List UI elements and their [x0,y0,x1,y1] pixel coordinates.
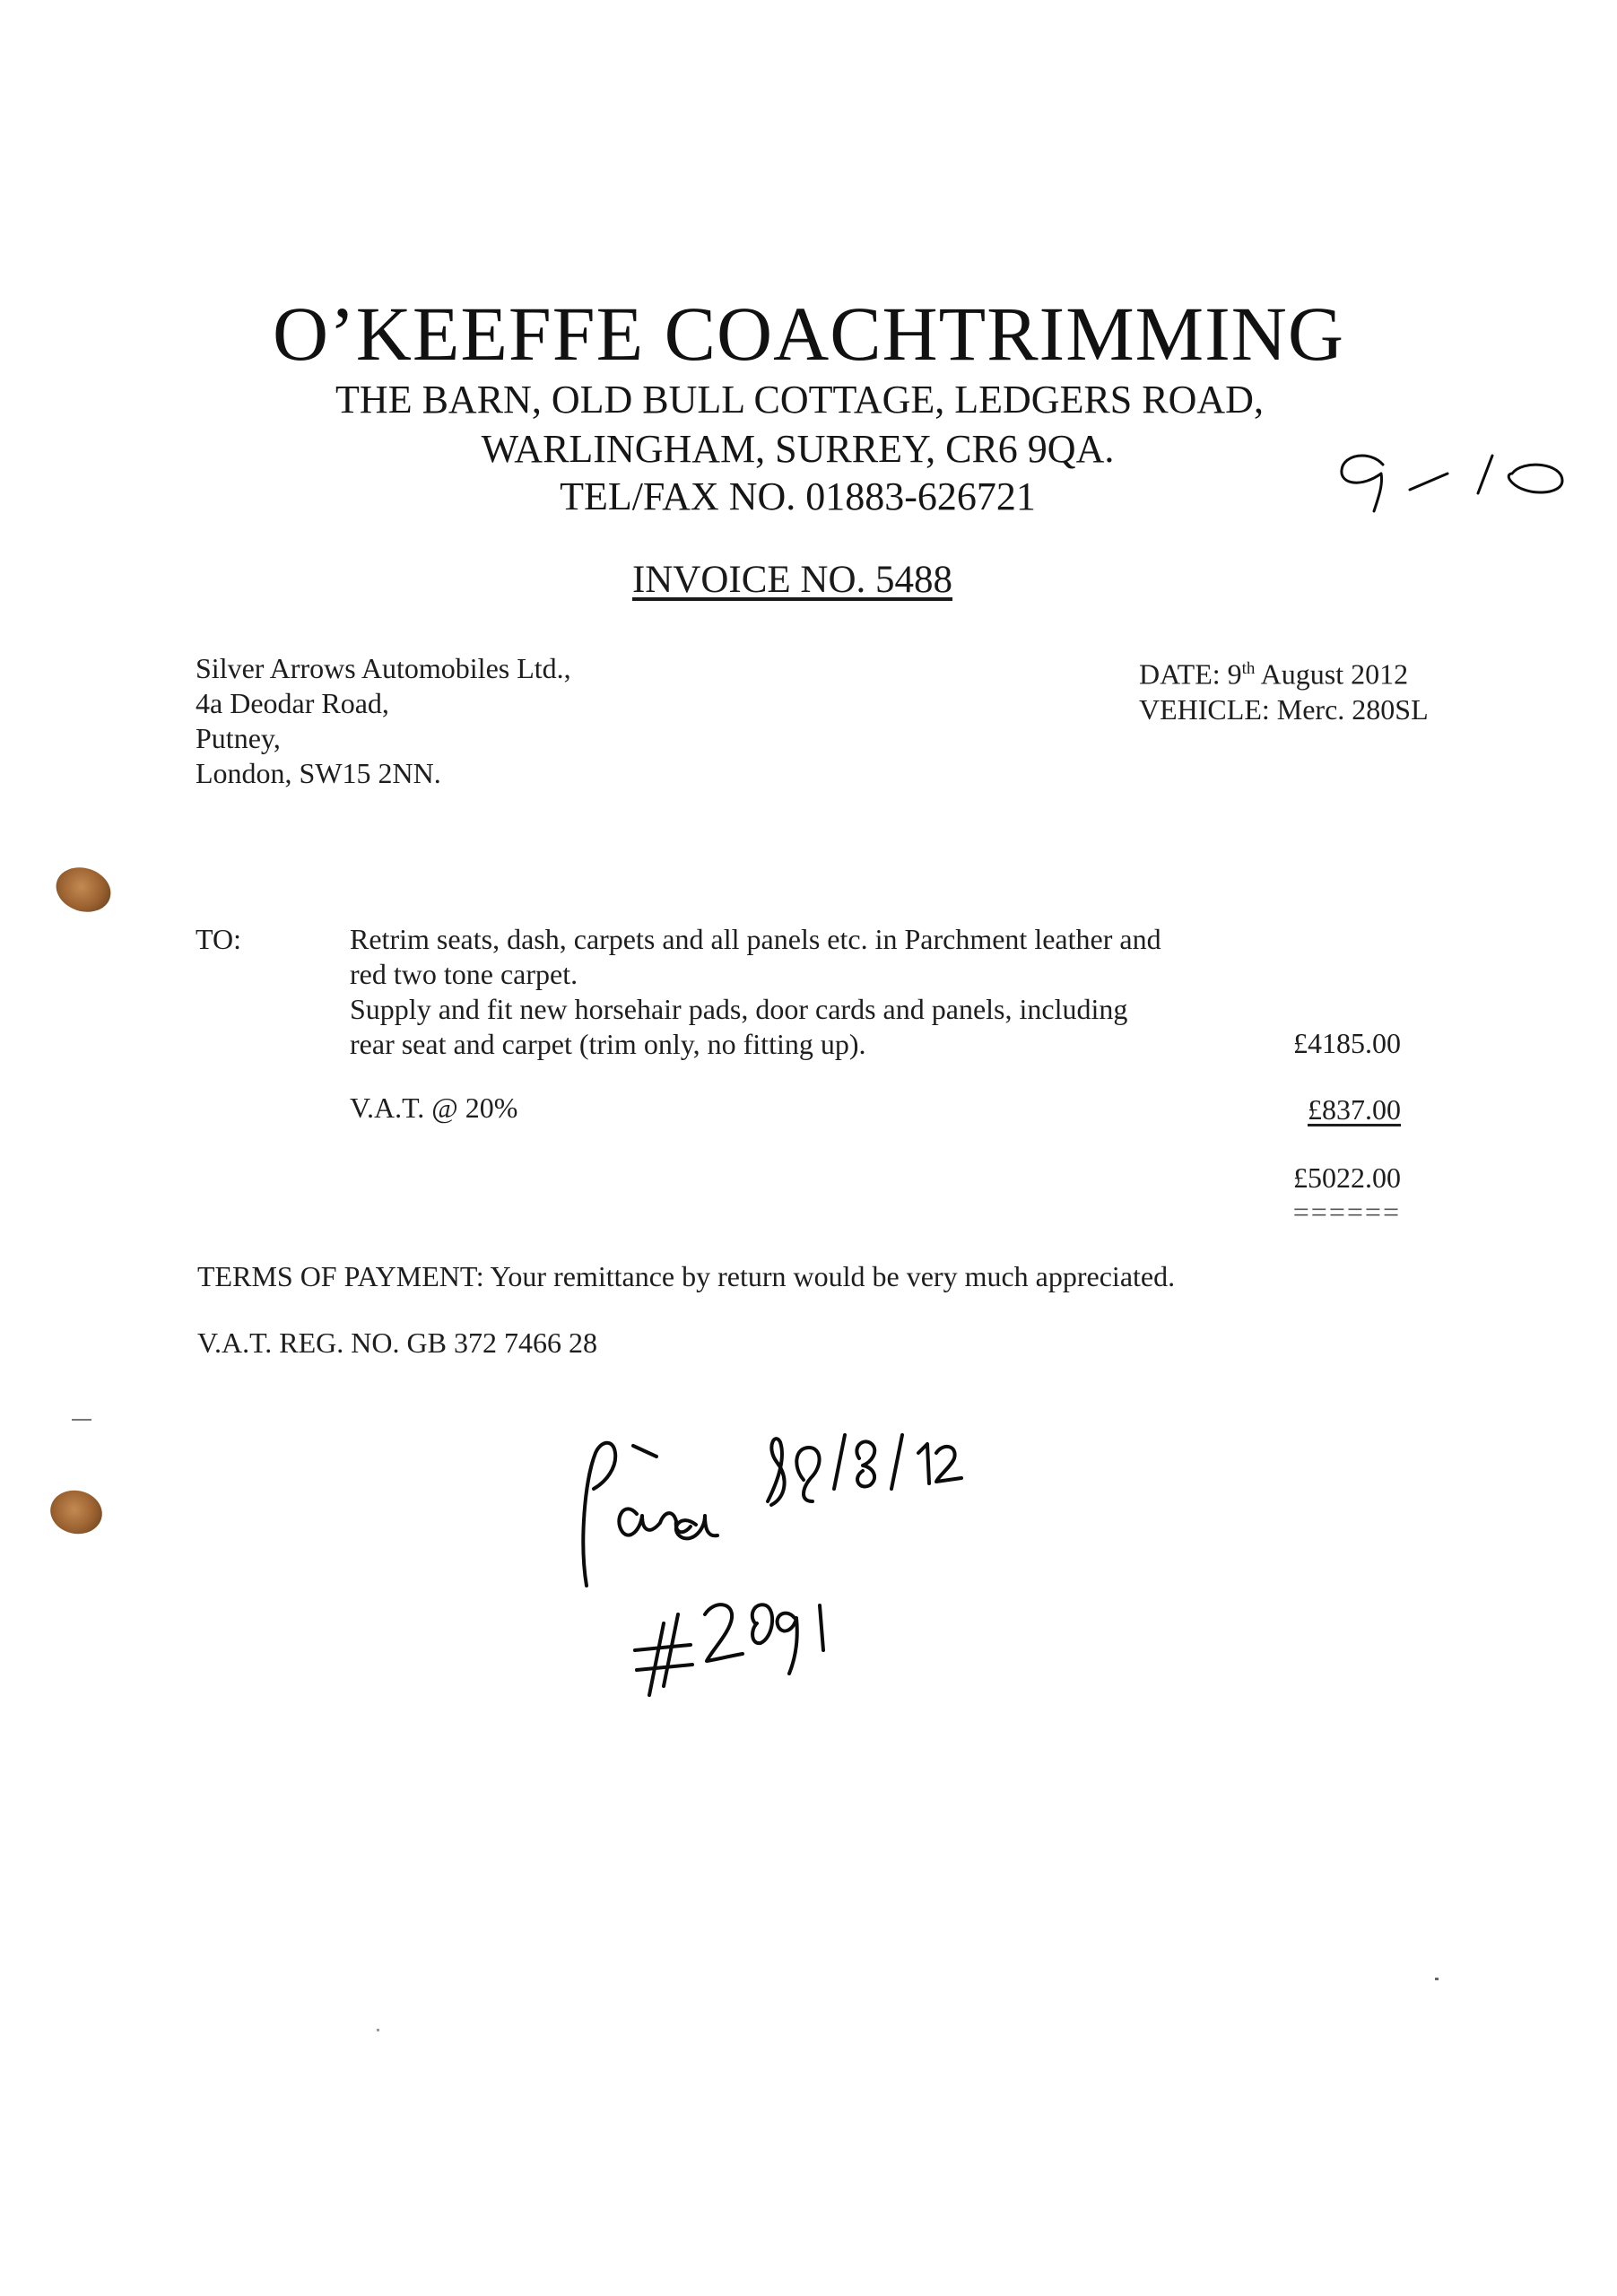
address-line-2: WARLINGHAM, SURREY, CR6 9QA. [481,427,1115,471]
telfax-line: TEL/FAX NO. 01883-626721 [560,474,1036,518]
date-suffix: August 2012 [1255,657,1409,691]
invoice-date [1139,651,1429,692]
date-prefix: DATE: 9 [1139,657,1242,691]
company-name: O’KEEFFE COACHTRIMMING [273,291,1344,377]
vat-label: V.A.T. @ 20% [350,1091,518,1124]
customer-line-2: 4a Deodar Road, [196,687,389,719]
vat-amount: £837.00 [1308,1093,1401,1126]
description-line-4: rear seat and carpet (trim only, no fitting up). [350,1028,866,1060]
punch-hole [47,1485,107,1538]
vat-registration: V.A.T. REG. NO. GB 372 7466 28 [197,1326,597,1359]
customer-line-4: London, SW15 2NN. [196,757,441,789]
scan-speck [1435,1978,1439,1980]
customer-line-3: Putney, [196,722,281,754]
vehicle: VEHICLE: Merc. 280SL [1139,692,1429,726]
handwritten-reference-note [628,1587,843,1704]
invoice-meta [1139,651,1429,727]
description-line-3: Supply and fit new horsehair pads, door cards and panels, including [350,993,1128,1025]
net-amount: £4185.00 [1293,1027,1401,1059]
total-amount: £5022.00 [1293,1161,1401,1194]
date-ordinal: th [1241,659,1256,678]
customer-line-1: Silver Arrows Automobiles Ltd., [196,652,571,684]
punch-hole [50,861,117,919]
payment-terms: TERMS OF PAYMENT: Your remittance by return would be very much appreciated. [197,1260,1176,1292]
customer-address [196,651,571,791]
scan-speck [377,2029,379,2031]
margin-mark [72,1419,91,1421]
handwritten-paid-note [574,1426,969,1605]
address-line-1: THE BARN, OLD BULL COTTAGE, LEDGERS ROAD, [335,378,1264,422]
handwritten-margin-note [1327,438,1569,518]
description-line-1: Retrim seats, dash, carpets and all panels etc. in Parchment leather and [350,923,1161,955]
total-double-rule: ====== [1292,1196,1401,1228]
to-label: TO: [196,923,241,955]
invoice-number: INVOICE NO. 5488 [631,559,953,601]
description-line-2: red two tone carpet. [350,958,578,990]
